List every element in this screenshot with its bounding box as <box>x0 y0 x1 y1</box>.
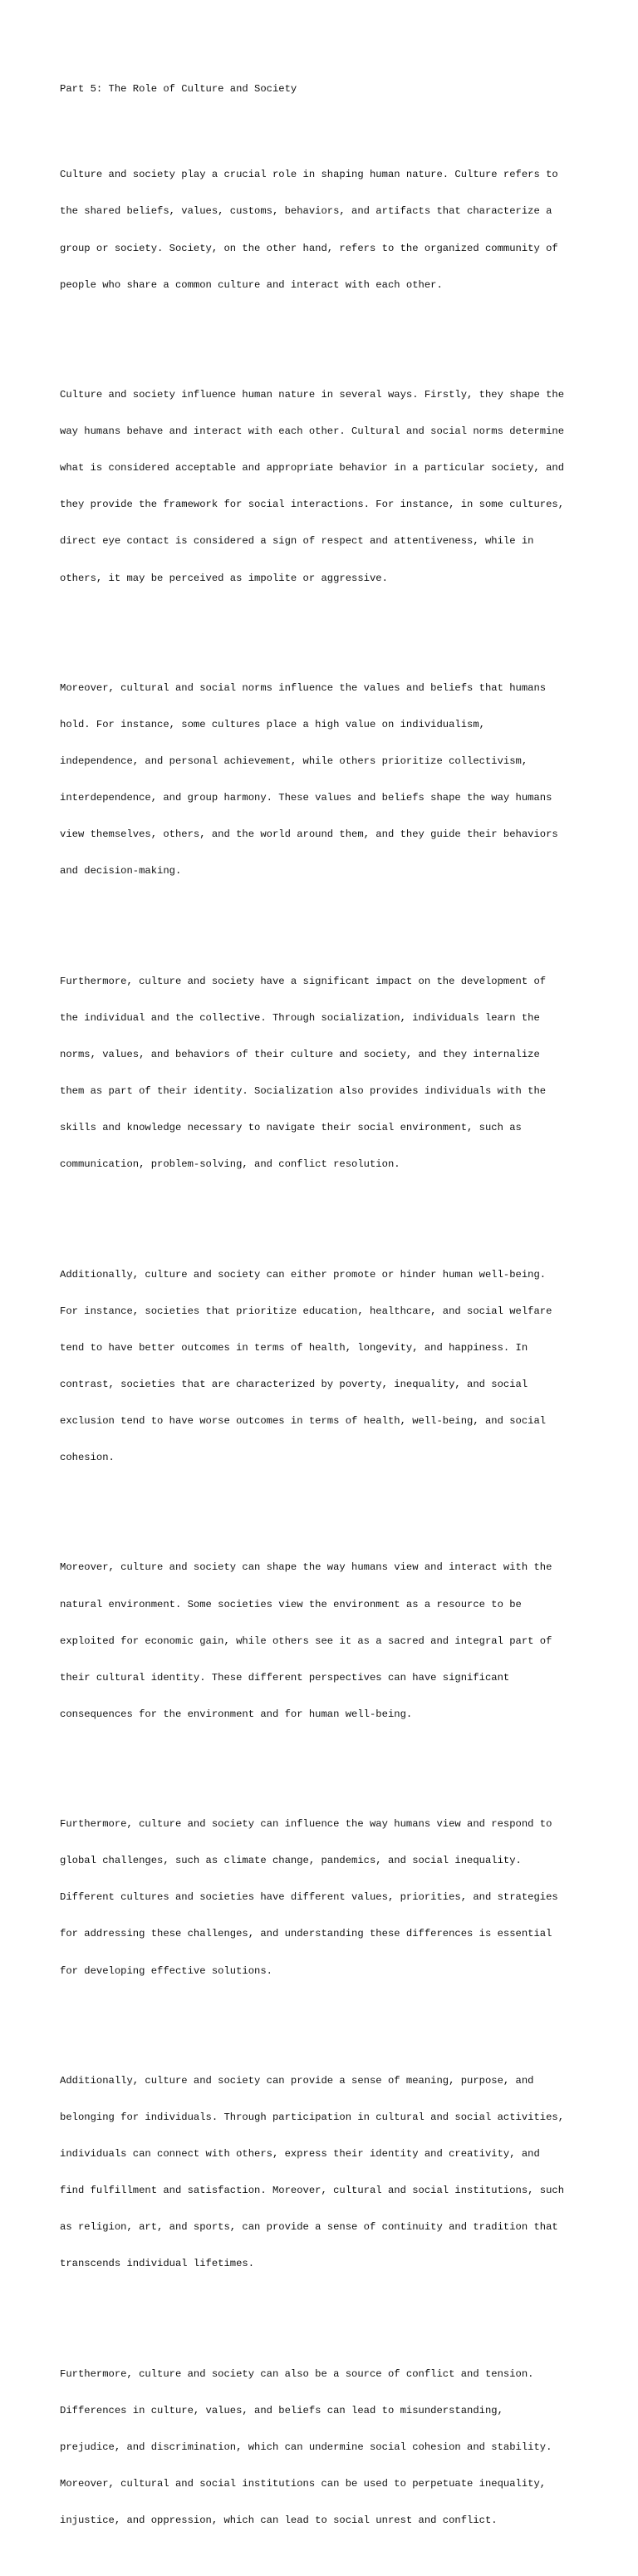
paragraph-line: for addressing these challenges, and understanding these differences is essential <box>60 1928 552 1940</box>
paragraph-line: way humans behave and interact with each other. Cultural and social norms determine <box>60 425 565 438</box>
paragraph-line: tend to have better outcomes in terms of health, longevity, and happiness. In <box>60 1341 528 1354</box>
paragraph-line: others, it may be perceived as impolite or aggressive. <box>60 572 388 584</box>
document-page <box>60 59 608 2576</box>
paragraph-line: norms, values, and behaviors of their culture and society, and they internalize <box>60 1048 540 1060</box>
paragraph-line: individuals can connect with others, express their identity and creativity, and <box>60 2148 540 2161</box>
paragraph-line: Furthermore, culture and society can influence the way humans view and respond to <box>60 1818 552 1831</box>
paragraph-line: belonging for individuals. Through participation in cultural and social activities, <box>60 2111 565 2123</box>
paragraph-line: natural environment. Some societies view the environment as a resource to be <box>60 1598 522 1610</box>
paragraph-line: prejudice, and discrimination, which can undermine social cohesion and stability. <box>60 2441 552 2453</box>
paragraph-7 <box>60 1794 608 2002</box>
paragraph-line: cohesion. <box>60 1452 115 1464</box>
paragraph-line: people who share a common culture and interact with each other. <box>60 278 443 291</box>
paragraph-line: their cultural identity. These different perspectives can have significant <box>60 1671 510 1684</box>
paragraph-line: view themselves, others, and the world around them, and they guide their behaviors <box>60 828 558 841</box>
paragraph-2 <box>60 365 608 609</box>
paragraph-line: consequences for the environment and for human well-being. <box>60 1708 413 1720</box>
paragraph-line: Culture and society influence human nature in several ways. Firstly, they shape the <box>60 388 565 401</box>
paragraph-6 <box>60 1537 608 1745</box>
section-heading: Part 5: The Role of Culture and Society <box>60 83 297 96</box>
paragraph-line: Moreover, cultural and social institutions can be used to perpetuate inequality, <box>60 2478 547 2490</box>
paragraph-line: for developing effective solutions. <box>60 1964 272 1977</box>
paragraph-line: Differences in culture, values, and beliefs can lead to misunderstanding, <box>60 2404 503 2416</box>
paragraph-line: transcends individual lifetimes. <box>60 2258 255 2270</box>
paragraph-line: what is considered acceptable and appropriate behavior in a particular society, and <box>60 462 565 474</box>
paragraph-line: Furthermore, culture and society have a significant impact on the development of <box>60 975 547 987</box>
paragraph-line: Additionally, culture and society can either promote or hinder human well-being. <box>60 1268 547 1281</box>
paragraph-line: group or society. Society, on the other hand, refers to the organized community of <box>60 242 558 254</box>
paragraph-line: Moreover, cultural and social norms influence the values and beliefs that humans <box>60 681 547 694</box>
paragraph-9 <box>60 2343 608 2551</box>
paragraph-line: communication, problem-solving, and conflict resolution. <box>60 1158 400 1171</box>
paragraph-line: injustice, and oppression, which can lead to social unrest and conflict. <box>60 2515 498 2527</box>
paragraph-5 <box>60 1244 608 1488</box>
paragraph-line: exploited for economic gain, while others see it as a sacred and integral part of <box>60 1635 552 1647</box>
paragraph-line: them as part of their identity. Socialization also provides individuals with the <box>60 1085 547 1097</box>
paragraph-line: direct eye contact is considered a sign of respect and attentiveness, while in <box>60 535 534 548</box>
paragraph-line: Additionally, culture and society can provide a sense of meaning, purpose, and <box>60 2074 534 2087</box>
paragraph-4 <box>60 951 608 1195</box>
paragraph-1 <box>60 145 608 316</box>
paragraph-line: hold. For instance, some cultures place a high value on individualism, <box>60 718 485 730</box>
paragraph-line: Different cultures and societies have different values, priorities, and strategies <box>60 1891 558 1904</box>
paragraph-line: Culture and society play a crucial role in shaping human nature. Culture refers to <box>60 169 558 181</box>
paragraph-line: independence, and personal achievement, while others prioritize collectivism, <box>60 755 528 768</box>
paragraph-line: global challenges, such as climate change, pandemics, and social inequality. <box>60 1855 522 1867</box>
paragraph-line: Moreover, culture and society can shape the way humans view and interact with the <box>60 1561 552 1574</box>
paragraph-line: contrast, societies that are characterized by poverty, inequality, and social <box>60 1378 528 1390</box>
paragraph-line: exclusion tend to have worse outcomes in terms of health, well-being, and social <box>60 1414 547 1427</box>
paragraph-line: For instance, societies that prioritize education, healthcare, and social welfare <box>60 1305 552 1317</box>
paragraph-line: skills and knowledge necessary to navigate their social environment, such as <box>60 1122 522 1134</box>
paragraph-line: find fulfillment and satisfaction. Moreover, cultural and social institutions, such <box>60 2185 565 2197</box>
paragraph-line: interdependence, and group harmony. These values and beliefs shape the way humans <box>60 792 552 804</box>
paragraph-line: and decision-making. <box>60 865 182 878</box>
paragraph-line: the individual and the collective. Through socialization, individuals learn the <box>60 1011 540 1024</box>
paragraph-line: as religion, art, and sports, can provide a sense of continuity and tradition that <box>60 2221 558 2234</box>
paragraph-line: they provide the framework for social interactions. For instance, in some cultures, <box>60 499 565 511</box>
paragraph-line: Furthermore, culture and society can also be a source of conflict and tension. <box>60 2367 534 2380</box>
paragraph-line: the shared beliefs, values, customs, behaviors, and artifacts that characterize a <box>60 205 552 218</box>
paragraph-3 <box>60 657 608 902</box>
paragraph-8 <box>60 2050 608 2294</box>
